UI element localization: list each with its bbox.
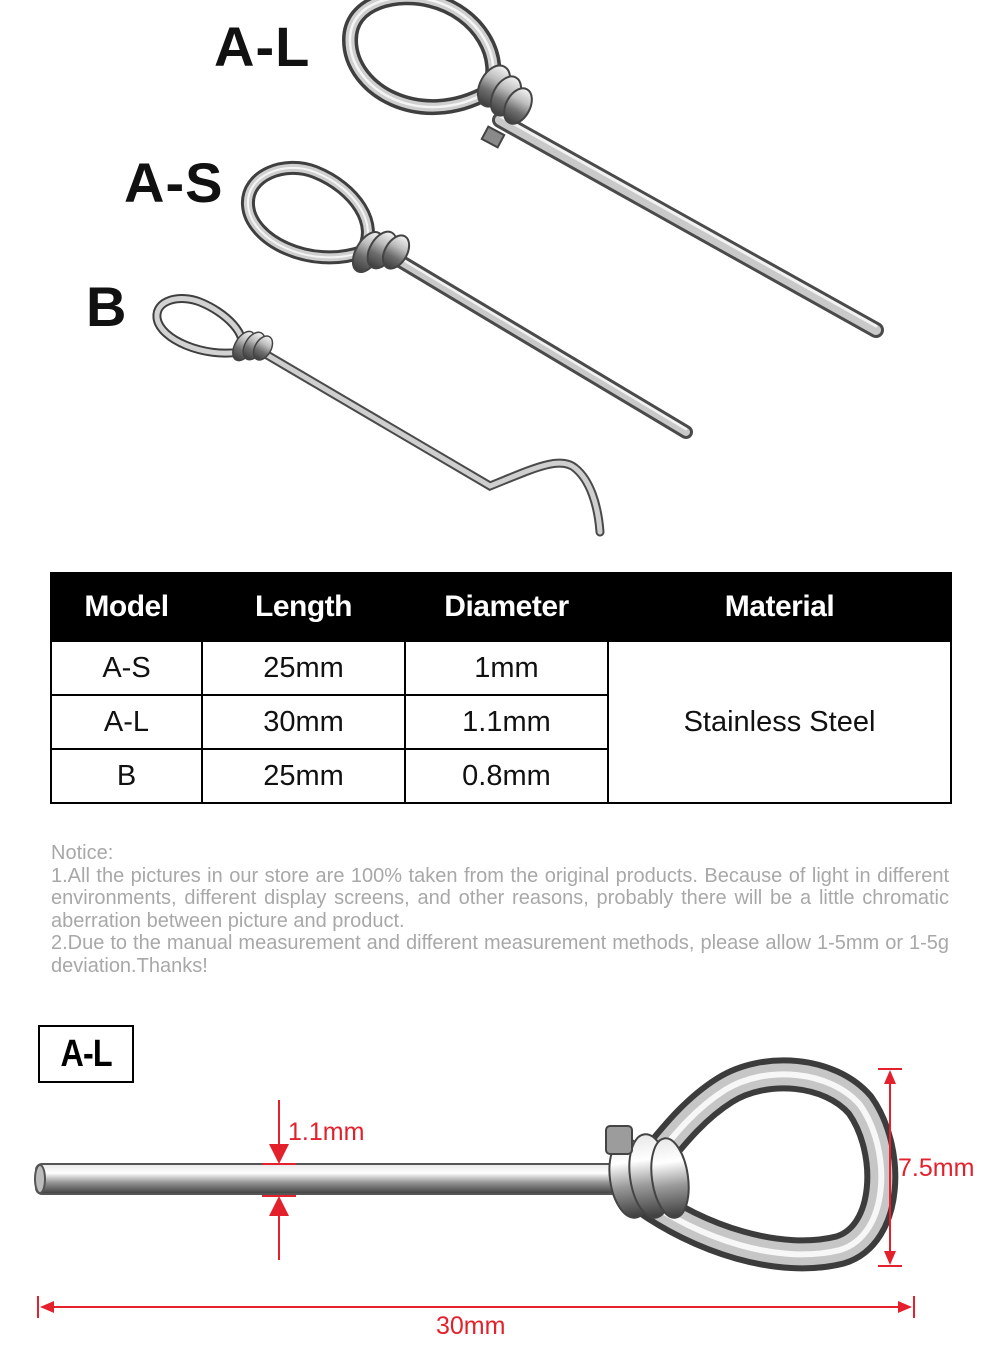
label-b: B	[86, 275, 128, 338]
product-photo	[0, 0, 1000, 560]
spec-table	[50, 572, 952, 804]
dimension-diagram	[0, 1000, 1000, 1350]
cell-diameter: 0.8mm	[405, 749, 608, 803]
cell-length: 25mm	[202, 749, 405, 803]
header-diameter: Diameter	[405, 573, 608, 641]
table-row	[51, 641, 951, 695]
cell-length: 25mm	[202, 641, 405, 695]
notice	[51, 842, 949, 977]
cell-model: A-L	[51, 695, 202, 749]
label-a-l: A-L	[214, 15, 311, 78]
loop-height-label: 7.5mm	[898, 1154, 975, 1182]
cell-model: A-S	[51, 641, 202, 695]
cell-length: 30mm	[202, 695, 405, 749]
diagram-pin	[35, 1074, 881, 1254]
notice-line-1: 1.All the pictures in our store are 100% taken from the original products. Because of light in different environments, different display screens, and other reasons, probably there will be a little chromatic aberration between picture and product.	[51, 864, 949, 932]
pin-a-s	[248, 168, 686, 432]
cell-diameter: 1.1mm	[405, 695, 608, 749]
cell-material: Stainless Steel	[608, 641, 951, 803]
length-label: 30mm	[436, 1312, 506, 1340]
cell-model: B	[51, 749, 202, 803]
label-a-s: A-S	[124, 151, 224, 214]
header-material: Material	[608, 573, 951, 641]
notice-line-2: 2.Due to the manual measurement and different measurement methods, please allow 1-5mm or 1-5g deviation.Thanks!	[51, 932, 949, 977]
diameter-label: 1.1mm	[288, 1118, 365, 1146]
cell-diameter: 1mm	[405, 641, 608, 695]
header-model: Model	[51, 573, 202, 641]
diagram-model-text: A-L	[60, 1032, 112, 1075]
header-length: Length	[202, 573, 405, 641]
notice-title: Notice:	[51, 842, 114, 864]
table-header-row	[51, 573, 951, 641]
